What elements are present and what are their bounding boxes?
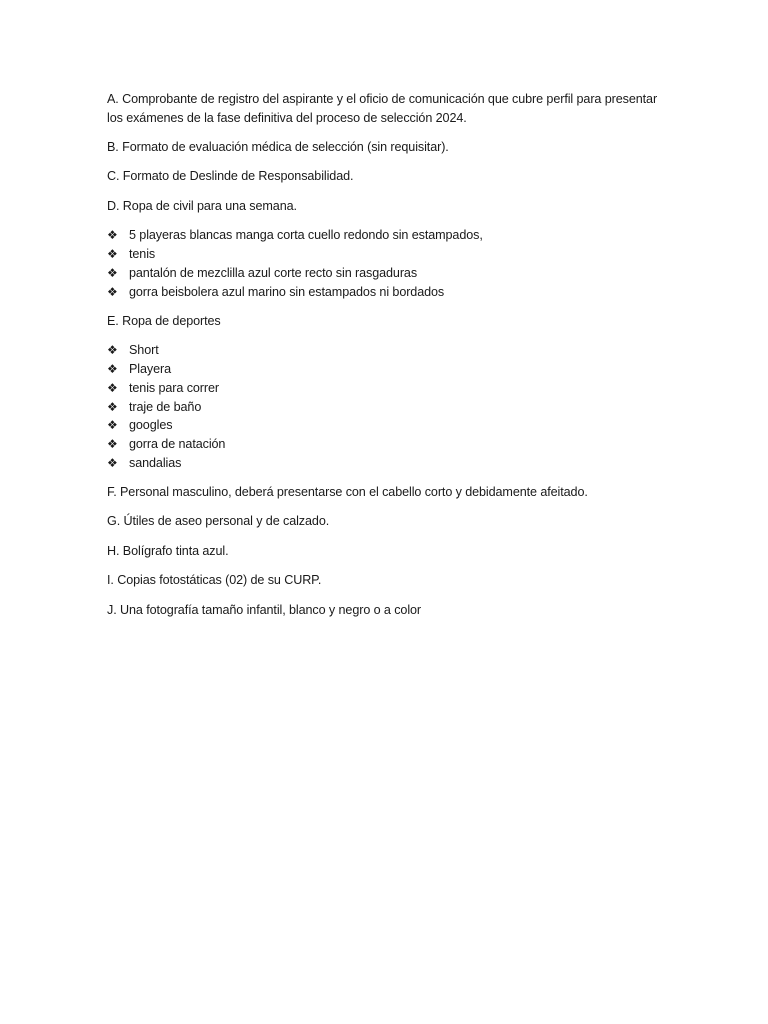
list-item [107,360,667,379]
list-item-text: tenis para correr [129,380,219,395]
diamond-bullet-icon: ❖ [107,228,118,243]
diamond-bullet-icon: ❖ [107,343,118,358]
list-item-text: 5 playeras blancas manga corta cuello redondo sin estampados, [129,228,483,243]
document-page [107,90,667,630]
item-h: H. Bolígrafo tinta azul. [107,543,229,558]
item-c: C. Formato de Deslinde de Responsabilidad. [107,169,354,184]
item-b: B. Formato de evaluación médica de selección (sin requisitar). [107,139,449,154]
list-item-text: googles [129,418,173,433]
list-item-text: Playera [129,361,172,376]
list-item [107,416,667,435]
item-i: I. Copias fotostáticas (02) de su CURP. [107,573,322,588]
item-f: F. Personal masculino, deberá presentarse con el cabello corto y debidamente afeitado. [107,485,588,500]
list-item-text: gorra de natación [129,437,226,452]
item-d: D. Ropa de civil para una semana. [107,198,297,213]
diamond-bullet-icon: ❖ [107,437,118,452]
list-item [107,264,667,283]
list-item-text: tenis [129,246,156,261]
diamond-bullet-icon: ❖ [107,455,118,470]
diamond-bullet-icon: ❖ [107,284,118,299]
diamond-bullet-icon: ❖ [107,265,118,280]
item-a: A. Comprobante de registro del aspirante y el oficio de comunicación que cubre perfil para presentar los exámenes de la fase definitiva del proceso de selección 2024. [107,92,658,125]
list-item [107,245,667,264]
list-item [107,379,667,398]
diamond-bullet-icon: ❖ [107,399,118,414]
list-item [107,226,667,245]
diamond-bullet-icon: ❖ [107,418,118,433]
list-item-text: sandalias [129,455,182,470]
diamond-bullet-icon: ❖ [107,246,118,261]
list-item-text: traje de baño [129,399,202,414]
list-item-text: Short [129,343,159,358]
list-item [107,283,667,302]
diamond-bullet-icon: ❖ [107,380,118,395]
diamond-bullet-icon: ❖ [107,361,118,376]
list-item [107,435,667,454]
item-e: E. Ropa de deportes [107,313,221,328]
list-item [107,341,667,360]
list-item [107,398,667,417]
list-item-text: pantalón de mezclilla azul corte recto sin rasgaduras [129,265,418,280]
list-item [107,454,667,473]
sports-clothes-list [107,341,667,473]
item-g: G. Útiles de aseo personal y de calzado. [107,514,330,529]
list-item-text: gorra beisbolera azul marino sin estampados ni bordados [129,284,445,299]
civil-clothes-list [107,226,667,301]
item-j: J. Una fotografía tamaño infantil, blanco y negro o a color [107,602,422,617]
